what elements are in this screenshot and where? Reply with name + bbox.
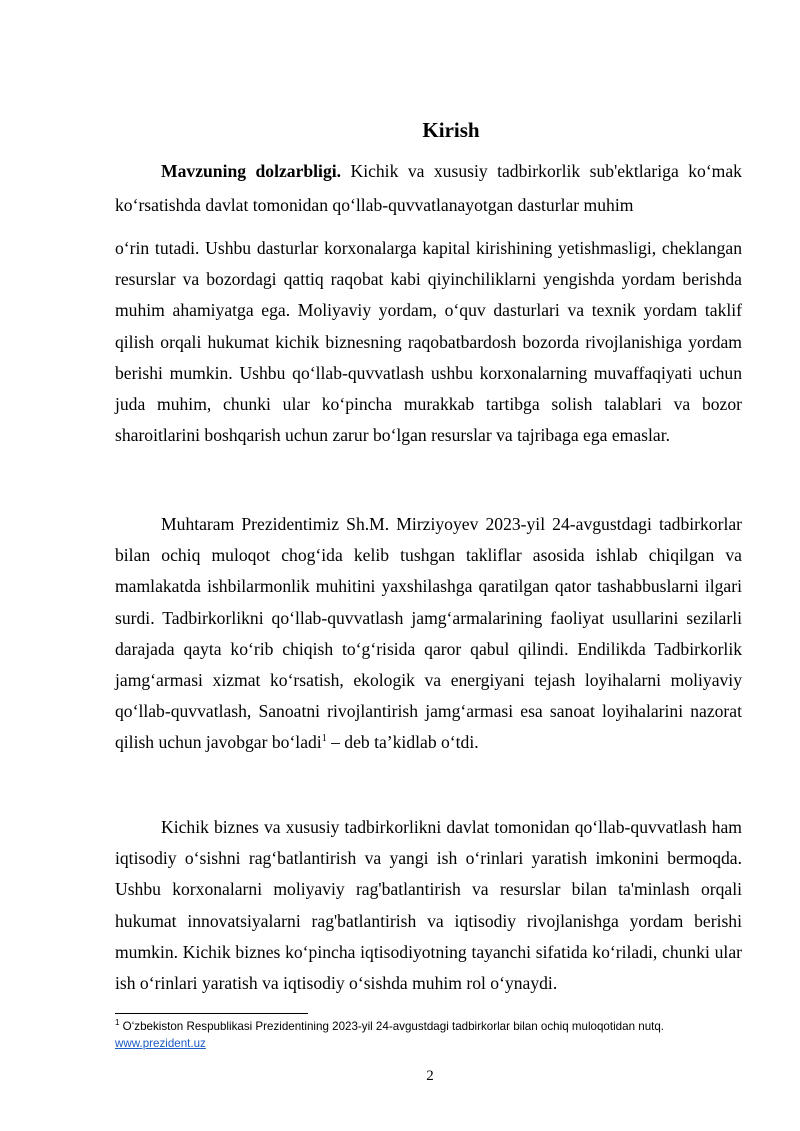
paragraph-president-text: Muhtaram Prezidentimiz Sh.M. Mirziyoyev 2023-yil 24-avgustdagi tadbirkorlar bilan ochiq muloqot chog‘ida kelib tushgan takliflar asosida ishlab chiqilgan va mamlakatda ishbilarmonlik muhitini yaxshilashga qaratilgan qator tashabbuslarni ilgari surdi. Tadbirkorlikni qo‘llab-quvvatlash jamg‘armalarining faoliyat usullarini sezilarli darajada qayta ko‘rib chiqish to‘g‘risida qaror qabul qilindi. Endilikda Tadbirkorlik jamg‘armasi xizmat ko‘rsatish, ekologik va energiyani tejash loyihalarni moliyaviy qo‘llab-quvvatlash, Sanoatni rivojlantirish jamg‘armasi esa sanoat loyihalarini nazorat qilish uchun javobgar bo‘ladi	[115, 514, 742, 753]
paragraph-lead-label: Mavzuning dolzarbligi.	[161, 161, 342, 181]
footnote-reference[interactable]: 1	[321, 733, 327, 745]
footnote	[115, 1018, 745, 1052]
paragraph-relevance-text: Kichik va xususiy tadbirkorlik sub'ektlariga ko‘mak ko‘rsatishda davlat tomonidan qo‘llab-quvvatlanayotgan dasturlar muhim	[115, 161, 742, 215]
footnote-divider	[115, 1013, 308, 1014]
footnote-number: 1	[115, 1018, 120, 1028]
paragraph-relevance	[115, 154, 742, 222]
paragraph-small-business: Kichik biznes va xususiy tadbirkorlikni davlat tomonidan qo‘llab-quvvatlash ham iqtisodiy o‘sishni rag‘batlantirish va yangi ish o‘rinlari yaratish imkonini bermoqda. Ushbu korxonalarni moliyaviy rag'batlantirish va resurslar bilan ta'minlash orqali hukumat innovatsiyalarni rag'batlantirish va iqtisodiy rivojlanishga yordam berishi mumkin. Kichik biznes ko‘pincha iqtisodiyotning tayanchi sifatida ko‘riladi, chunki ular ish o‘rinlari yaratish va iqtisodiy o‘sishda muhim rol o‘ynaydi.	[115, 817, 742, 994]
page-number: 2	[426, 1068, 434, 1084]
paragraph-president-initiatives	[115, 509, 742, 759]
footnote-text: O‘zbekiston Respublikasi Prezidentining 2023-yil 24-avgustdagi tadbirkorlar bilan ochiq muloqotidan nutq.	[119, 1020, 665, 1033]
paragraph-support-programs: o‘rin tutadi. Ushbu dasturlar korxonalarga kapital kirishining yetishmasligi, cheklangan resurslar va bozordagi qattiq raqobat kabi qiyinchiliklarni yengishda yordam berishda muhim ahamiyatga ega. Moliyaviy yordam, o‘quv dasturlari va texnik yordam taklif qilish orqali hukumat kichik biznesning raqobatbardosh bozorda rivojlanishiga yordam berishi mumkin. Ushbu qo‘llab-quvvatlash ushbu korxonalarning muvaffaqiyati uchun juda muhim, chunki ular ko‘pincha murakkab tartibga solish talablari va bozor sharoitlarini boshqarish uchun zarur bo‘lgan resurslar va tajribaga ega emaslar.	[115, 238, 742, 446]
footnote-link[interactable]: www.prezident.uz	[115, 1037, 206, 1050]
section-title: Kirish	[422, 118, 480, 142]
paragraph-president-tail: – deb ta’kidlab o‘tdi.	[326, 732, 479, 753]
